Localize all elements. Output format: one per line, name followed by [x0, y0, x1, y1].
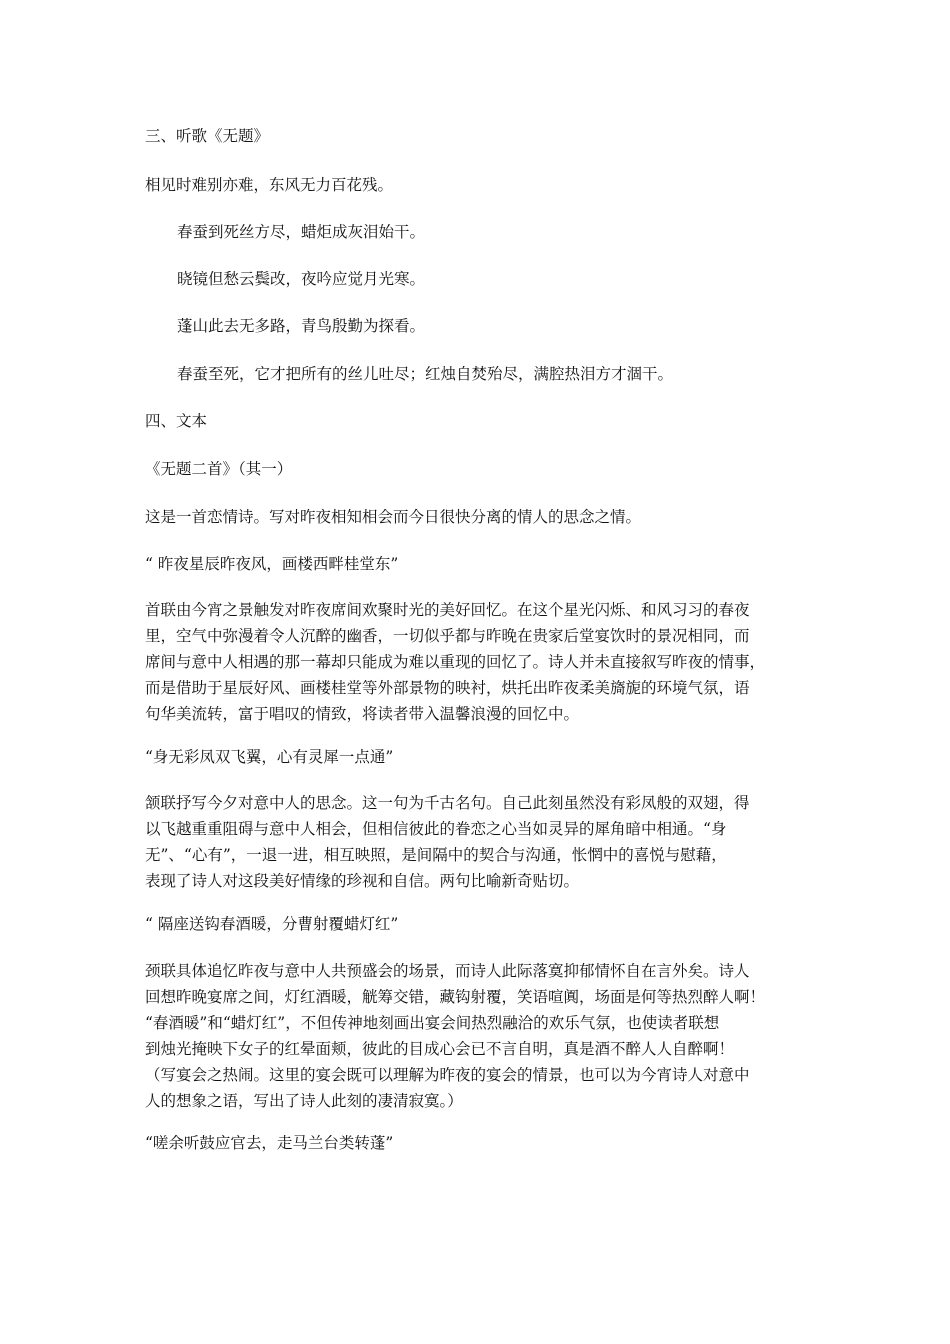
analysis-paragraph-1 — [145, 597, 805, 727]
paragraph-line: “春酒暖”和“蜡灯红”，不但传神地刻画出宴会间热烈融洽的欢乐气氛，也使读者联想 — [145, 1014, 720, 1032]
paragraph-line: 席间与意中人相遇的那一幕却只能成为难以重现的回忆了。诗人并未直接叙写昨夜的情事， — [145, 653, 766, 671]
paragraph-line: 无”、“心有”，一退一进，相互映照，是间隔中的契合与沟通，怅惘中的喜悦与慰藉， — [145, 846, 727, 864]
paragraph-line: 回想昨晚宴席之间，灯红酒暖，觥筹交错，藏钩射覆，笑语喧阗，场面是何等热烈醉人啊！ — [145, 988, 766, 1006]
quote-couplet-3: “ 隔座送钩春酒暖，分曹射覆蜡灯红” — [145, 915, 399, 933]
analysis-paragraph-2 — [145, 790, 805, 894]
section-heading-3: 三、听歌《无题》 — [145, 127, 270, 145]
poem-line-1: 相见时难别亦难，东风无力百花残。 — [145, 176, 394, 194]
paragraph-line: 首联由今宵之景触发对昨夜席间欢聚时光的美好回忆。在这个星光闪烁、和风习习的春夜 — [145, 601, 750, 619]
paragraph-line: 而是借助于星辰好风、画楼桂堂等外部景物的映衬，烘托出昨夜柔美旖旎的环境气氛，语 — [145, 679, 750, 697]
paragraph-line: 人的想象之语，写出了诗人此刻的凄清寂寞。） — [145, 1092, 463, 1110]
paragraph-line: 以飞越重重阻碍与意中人相会，但相信彼此的眷恋之心当如灵异的犀角暗中相通。“身 — [145, 820, 727, 838]
paragraph-line: 颈联具体追忆昨夜与意中人共预盛会的场景，而诗人此际落寞抑郁情怀自在言外矣。诗人 — [145, 962, 750, 980]
analysis-paragraph-3 — [145, 958, 805, 1114]
quote-couplet-2: “身无彩凤双飞翼，心有灵犀一点通” — [145, 748, 394, 766]
poem-title: 《无题二首》（其一） — [145, 460, 293, 478]
paragraph-line: 到烛光掩映下女子的红晕面颊，彼此的目成心会已不言自明，真是酒不醉人人自醉啊！ — [145, 1040, 735, 1058]
poem-line-4: 蓬山此去无多路，青鸟殷勤为探看。 — [177, 317, 426, 335]
paragraph-line: 里，空气中弥漫着令人沉醉的幽香，一切似乎都与昨晚在贵家后堂宴饮时的景况相同，而 — [145, 627, 750, 645]
paragraph-line: 颔联抒写今夕对意中人的思念。这一句为千古名句。自己此刻虽然没有彩凤般的双翅，得 — [145, 794, 750, 812]
lyric-explanation: 春蚕至死，它才把所有的丝儿吐尽；红烛自焚殆尽，满腔热泪方才涸干。 — [177, 365, 674, 383]
paragraph-line: 句华美流转，富于唱叹的情致，将读者带入温馨浪漫的回忆中。 — [145, 705, 580, 723]
paragraph-line: （写宴会之热闹。这里的宴会既可以理解为昨夜的宴会的情景，也可以为今宵诗人对意中 — [145, 1066, 750, 1084]
poem-intro: 这是一首恋情诗。写对昨夜相知相会而今日很快分离的情人的思念之情。 — [145, 508, 642, 526]
poem-line-2: 春蚕到死丝方尽，蜡炬成灰泪始干。 — [177, 223, 426, 241]
paragraph-line: 表现了诗人对这段美好情缘的珍视和自信。两句比喻新奇贴切。 — [145, 872, 580, 890]
quote-couplet-1: “ 昨夜星辰昨夜风，画楼西畔桂堂东” — [145, 555, 399, 573]
section-heading-4: 四、文本 — [145, 412, 208, 430]
poem-line-3: 晓镜但愁云鬓改，夜吟应觉月光寒。 — [177, 270, 426, 288]
quote-couplet-4: “嗟余听鼓应官去，走马兰台类转蓬” — [145, 1134, 394, 1152]
